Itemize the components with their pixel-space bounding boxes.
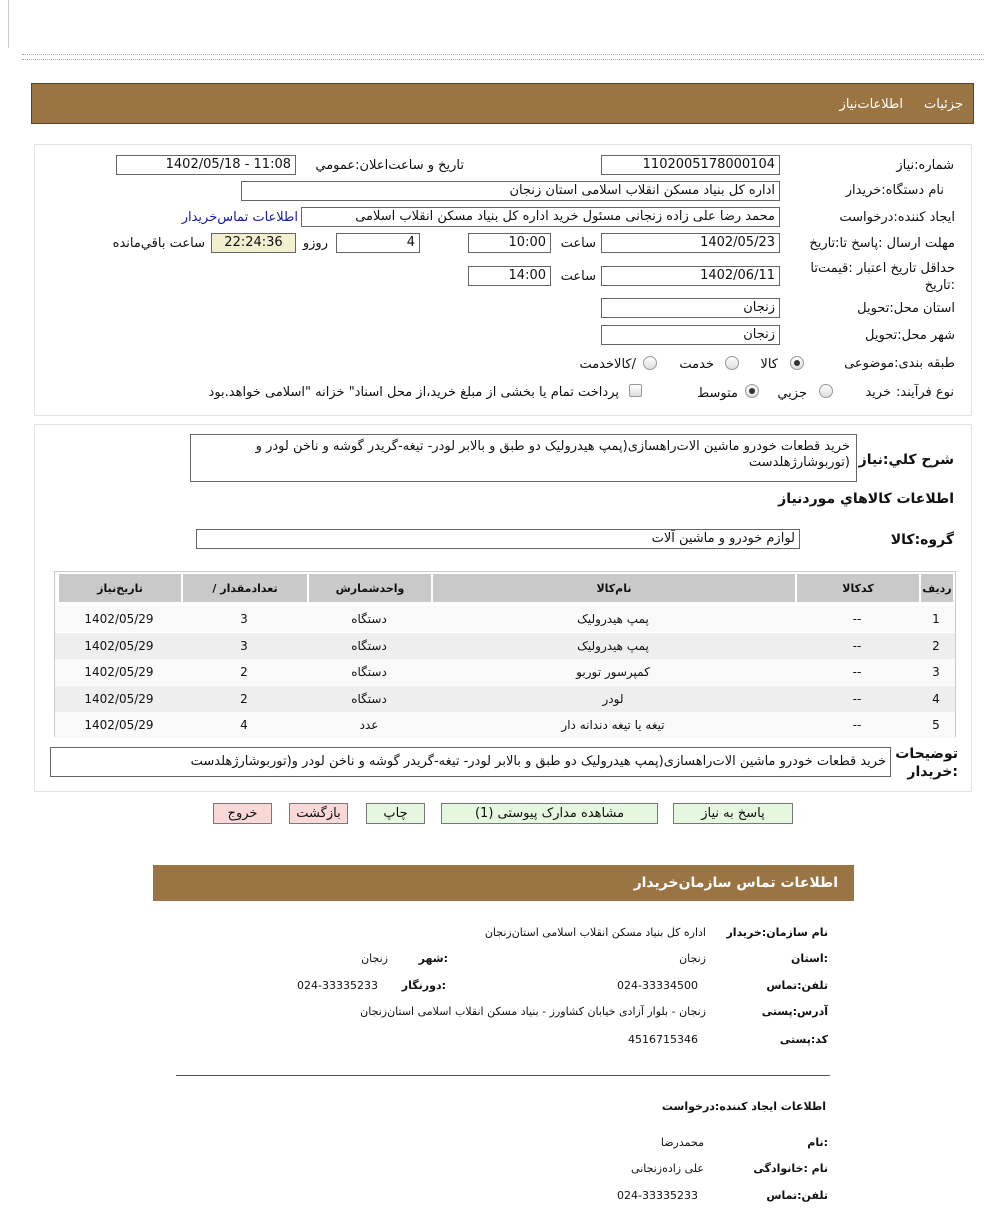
buyer-org-label: نام دستگاه:خريدار <box>845 183 944 198</box>
reply-time-label: ساعت <box>560 236 596 251</box>
validity-time-label: ساعت <box>560 269 596 284</box>
contact-header-bar <box>153 865 854 901</box>
cell-code: -- <box>852 638 862 653</box>
category-goods-label: کالا <box>760 357 778 372</box>
cell-row-num: 3 <box>932 665 940 679</box>
category-both-radio[interactable] <box>643 356 657 370</box>
validity-label-2: :تاريخ <box>924 278 955 293</box>
creator-info-title: اطلاعات ايجاد کننده:درخواست <box>661 1100 826 1113</box>
table-row <box>55 686 955 712</box>
category-goods-radio[interactable] <box>790 356 804 370</box>
creator-phone-value: 024-33335233 <box>617 1189 698 1202</box>
description-label: شرح کلي:نياز <box>858 452 954 468</box>
header-name: نام‌کالا <box>431 574 795 602</box>
buyer-contact-link[interactable]: اطلاعات تماس‌خريدار <box>181 210 298 225</box>
category-service-label: خدمت <box>679 357 714 372</box>
process-small-radio[interactable] <box>819 384 833 398</box>
contact-title: اطلاعات تماس سازمان‌خريدار <box>633 875 838 891</box>
cell-code: -- <box>852 612 862 626</box>
category-label: طبقه بندی:موضوعی <box>844 356 955 371</box>
tab-need-info[interactable]: اطلاعات‌نیاز <box>839 97 903 112</box>
remaining-label: ساعت باقي‌مانده <box>112 236 205 251</box>
buyer-notes-label-2: :خريدار <box>907 764 958 780</box>
cell-unit: عدد <box>359 718 379 732</box>
process-medium-label: متوسط <box>697 386 738 401</box>
group-field: لوازم خودرو و ماشين آلات <box>196 529 800 549</box>
tab-details[interactable]: جزئیات <box>924 97 963 112</box>
buyer-notes-field: خرید قطعات خودرو ماشین الات‌راهسازی(پمپ هیدرولیک دو طبق و بالابر لودر- تیغه-گریدر گوشه و ناخن لودر و(توربوشارژهلدست <box>50 747 891 777</box>
cell-name: پمپ هیدرولیک <box>577 638 649 653</box>
creator-family-value: علی زاده‌زنجانی <box>631 1162 704 1175</box>
contact-fax-label: :دورنگار <box>401 979 446 992</box>
reply-deadline-label: مهلت ارسال :پاسخ تا:تاريخ <box>809 236 955 251</box>
cell-date: 1402/05/29 <box>84 638 154 653</box>
category-both-label: /کالاخدمت <box>579 357 636 372</box>
cell-code: -- <box>852 665 862 679</box>
need-number-field: 1102005178000104 <box>601 155 780 175</box>
table-row <box>55 659 955 685</box>
creator-label: ايجاد کننده:درخواست <box>839 210 955 225</box>
city-label: شهر محل:تحويل <box>865 328 955 343</box>
creator-name-value: محمدرضا <box>660 1136 704 1149</box>
contact-postal-label: کد:پستی <box>779 1033 828 1046</box>
process-label: نوع فرآيند: <box>896 385 954 400</box>
contact-province-value: زنجان <box>679 952 706 965</box>
description-field: خرید قطعات خودرو ماشین الات‌راهسازی(پمپ هیدرولیک دو طبق و بالابر لودر- تیغه-گریدر گوشه و ناخن لودر و (توربوشارژهلدست <box>190 434 857 482</box>
reply-date-field: 1402/05/23 <box>601 233 780 253</box>
cell-date: 1402/05/29 <box>84 612 154 626</box>
header-qty: / تعدادمقدار <box>181 574 307 602</box>
province-label: استان محل:تحويل <box>857 301 955 316</box>
left-rule <box>8 0 9 48</box>
attachments-button[interactable]: مشاهده مدارک پيوستی (1) <box>441 803 658 824</box>
contact-org-label: نام سازمان:خريدار <box>726 926 828 939</box>
table-header <box>55 574 955 602</box>
contact-divider <box>176 1075 830 1076</box>
cell-date: 1402/05/29 <box>84 718 154 732</box>
cell-row-num: 1 <box>932 612 940 626</box>
day-label: روزو <box>302 236 328 251</box>
creator-family-label: نام :خانوادگی <box>753 1162 828 1175</box>
remaining-time-field: 22:24:36 <box>211 233 296 253</box>
contact-phone-label: تلفن:تماس <box>766 979 828 992</box>
reply-button[interactable]: پاسخ به نياز <box>673 803 793 824</box>
province-field: زنجان <box>601 298 780 318</box>
section-header-bar <box>31 83 974 124</box>
header-code: کدکالا <box>795 574 919 602</box>
table-row <box>55 712 955 738</box>
print-button[interactable]: چاپ <box>366 803 425 824</box>
buyer-org-field: اداره کل بنیاد مسکن انقلاب اسلامی استان زنجان <box>241 181 780 201</box>
cell-row-num: 2 <box>932 638 940 653</box>
creator-phone-label: تلفن:تماس <box>766 1189 828 1202</box>
exit-button[interactable]: خروج <box>213 803 272 824</box>
buyer-notes-label-1: توضيحات <box>895 746 958 762</box>
process-medium-radio[interactable] <box>745 384 759 398</box>
cell-name: لودر <box>602 691 624 706</box>
cell-name: کمپرسور توربو <box>576 665 650 679</box>
contact-org-value: اداره کل بنیاد مسکن انقلاب اسلامی استان‌زنجان <box>484 926 706 939</box>
header-date: تاريخ‌نياز <box>57 574 181 602</box>
cell-qty: 2 <box>240 691 248 706</box>
cell-name: پمپ هیدرولیک <box>577 612 649 626</box>
contact-phone-value: 024-33334500 <box>617 979 698 992</box>
back-button[interactable]: بازگشت <box>289 803 348 824</box>
table-row <box>55 606 955 632</box>
announce-field: 1402/05/18 - 11:08 <box>116 155 296 175</box>
cell-unit: دستگاه <box>351 612 387 626</box>
validity-date-field: 1402/06/11 <box>601 266 780 286</box>
table-row <box>55 633 955 659</box>
validity-label-1: حداقل تاريخ اعتبار :قيمت‌تا <box>810 261 955 276</box>
cell-name: تیغه یا تیغه دندانه دار <box>561 718 665 732</box>
creator-field: محمد رضا علی زاده زنجانی مسئول خرید اداره کل بنیاد مسکن انقلاب اسلامی <box>301 207 780 227</box>
cell-unit: دستگاه <box>351 691 387 706</box>
goods-table <box>54 571 956 737</box>
contact-province-label: :استان <box>791 952 828 965</box>
cell-row-num: 4 <box>932 691 940 706</box>
goods-info-title: اطلاعات کالاهاي موردنياز <box>778 491 954 507</box>
process-buy-label: خرید <box>865 385 891 400</box>
cell-date: 1402/05/29 <box>84 665 154 679</box>
contact-city-value: زنجان <box>361 952 388 965</box>
payment-note: پرداخت تمام يا بخشی از مبلغ خريد،از محل اسناد" خزانه "اسلامی خواهد.بود <box>208 385 619 400</box>
process-small-label: جزيي <box>777 386 807 401</box>
cell-row-num: 5 <box>932 718 940 732</box>
contact-address-label: آدرس:پستی <box>761 1005 828 1018</box>
cell-code: -- <box>852 718 862 732</box>
cell-qty: 3 <box>240 638 248 653</box>
cell-qty: 2 <box>240 665 248 679</box>
contact-fax-value: 024-33335233 <box>297 979 378 992</box>
cell-code: -- <box>852 691 862 706</box>
contact-address-value: زنجان - بلوار آزادی خیابان کشاورز - بنیاد مسکن انقلاب اسلامی استان‌زنجان <box>360 1005 706 1018</box>
reply-time-field: 10:00 <box>468 233 551 253</box>
category-service-radio[interactable] <box>725 356 739 370</box>
cell-qty: 3 <box>240 612 248 626</box>
creator-name-label: :نام <box>807 1136 828 1149</box>
dotted-divider <box>22 54 984 60</box>
cell-unit: دستگاه <box>351 665 387 679</box>
contact-city-label: :شهر <box>418 952 448 965</box>
contact-postal-value: 4516715346 <box>628 1033 698 1046</box>
header-row-num: رديف <box>919 574 953 602</box>
city-field: زنجان <box>601 325 780 345</box>
validity-time-field: 14:00 <box>468 266 551 286</box>
cell-date: 1402/05/29 <box>84 691 154 706</box>
header-unit: واحدشمارش <box>307 574 431 602</box>
treasury-payment-checkbox[interactable] <box>629 384 642 397</box>
announce-label: تاريخ و ساعت‌اعلان:عمومي <box>315 158 464 173</box>
need-number-label: شماره:نیاز <box>896 158 954 173</box>
group-label: گروه:کالا <box>890 532 954 548</box>
cell-unit: دستگاه <box>351 638 387 653</box>
cell-qty: 4 <box>240 718 248 732</box>
days-field: 4 <box>336 233 420 253</box>
